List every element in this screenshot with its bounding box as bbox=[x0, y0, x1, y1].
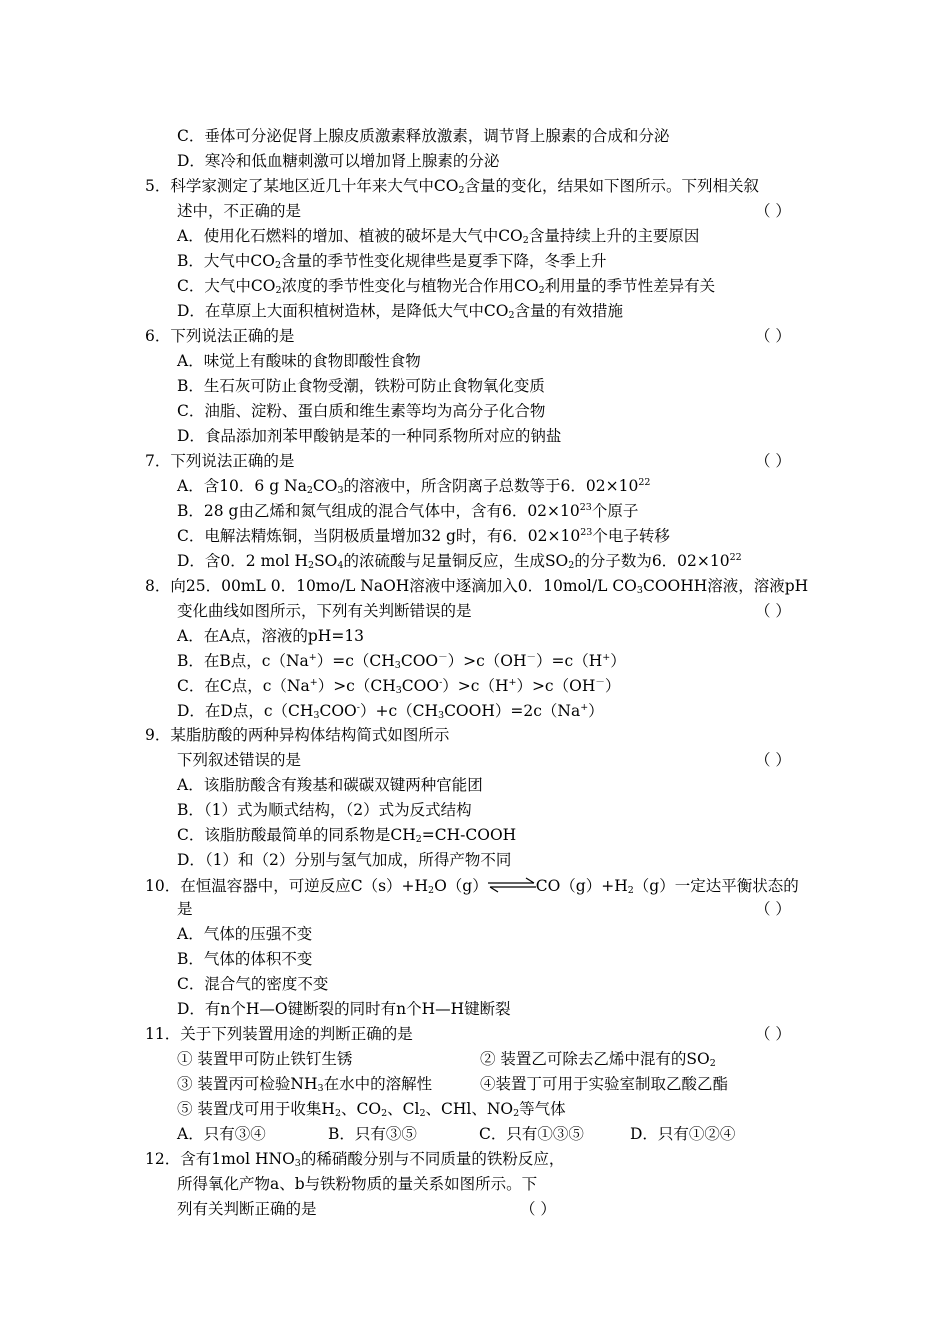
q11-statement-3: ③ 装置丙可检验$NH_3$在水中的溶解性 bbox=[177, 1075, 433, 1094]
q8-option-b: B．在B点，$c(Na^+)=c(CH_3COO^-)>c(OH^-)=c(H^+)$ bbox=[177, 652, 626, 671]
answer-paren: （ ） bbox=[755, 202, 791, 220]
q4-option-d: D．寒冷和低血糖刺激可以增加肾上腺素的分泌 bbox=[177, 152, 500, 170]
q5-option-b: B．大气中$CO_2$含量的季节性变化规律些是夏季下降，冬季上升 bbox=[177, 252, 607, 271]
question-5-stem: 5．科学家测定了某地区近几十年来大气中$CO_2$含量的变化，结果如下图所示。下列相关叙 bbox=[145, 177, 759, 196]
q10-option-d: D．有n个H—O键断裂的同时有n个H—H键断裂 bbox=[177, 1000, 511, 1018]
q6-option-c: C．油脂、淀粉、蛋白质和维生素等均为高分子化合物 bbox=[177, 402, 546, 420]
question-8-stem: 8．向25．00mL 0．10mo/L NaOH溶液中逐滴加入0．10mol/L $CO_3COOHH$溶液，溶液pH bbox=[145, 577, 809, 596]
question-10-stem: 10．在恒温容器中，可逆反应$C(s)+H_2O(g)$ $CO(g)+H_2(g)$一定达平衡状态的 bbox=[145, 877, 799, 896]
q10-option-c: C．混合气的密度不变 bbox=[177, 975, 329, 993]
question-6-stem: 6．下列说法正确的是 bbox=[145, 327, 295, 345]
q11-option-d: D．只有①②④ bbox=[630, 1125, 736, 1143]
q7-option-b: B．28 g由乙烯和氮气组成的混合气体中，含有6．$02\times 10^{23}$个原子 bbox=[177, 502, 639, 520]
q9-option-d: D．（1）和（2）分别与氢气加成，所得产物不同 bbox=[177, 851, 512, 869]
answer-paren: （ ） bbox=[755, 900, 791, 918]
q8-option-a: A．在A点，溶液的pH=13 bbox=[177, 627, 365, 645]
q6-option-d: D．食品添加剂苯甲酸钠是苯的一种同系物所对应的钠盐 bbox=[177, 427, 562, 445]
question-7-stem: 7．下列说法正确的是 bbox=[145, 452, 295, 470]
q11-statement-2: ② 装置乙可除去乙烯中混有的$SO_2$ bbox=[480, 1050, 716, 1069]
answer-paren: （ ） bbox=[755, 327, 791, 345]
q6-option-b: B．生石灰可防止食物受潮，铁粉可防止食物氧化变质 bbox=[177, 377, 545, 395]
q7-option-d: D．含0．2 mol $H_2SO_4$的浓硫酸与足量铜反应，生成$SO_2$的分子数为6．$02\times 10^{22}$ bbox=[177, 552, 742, 571]
q11-option-a: A．只有③④ bbox=[177, 1125, 266, 1143]
question-8-stem-cont: 变化曲线如图所示，下列有关判断错误的是 bbox=[177, 602, 472, 620]
q10-option-a: A．气体的压强不变 bbox=[177, 925, 313, 943]
q7-option-c: C．电解法精炼铜，当阴极质量增加32 g时，有6．$02\times 10^{23}$个电子转移 bbox=[177, 527, 670, 545]
question-12-stem: 12．含有1mol $HNO_3$的稀硝酸分别与不同质量的铁粉反应， bbox=[145, 1150, 565, 1169]
answer-paren: （ ） bbox=[755, 751, 791, 769]
q11-option-b: B．只有③⑤ bbox=[328, 1125, 417, 1143]
question-9-stem: 9．某脂肪酸的两种异构体结构简式如图所示 bbox=[145, 726, 450, 744]
q6-option-a: A．味觉上有酸味的食物即酸性食物 bbox=[177, 352, 421, 370]
q11-statement-1: ① 装置甲可防止铁钉生锈 bbox=[177, 1050, 353, 1068]
q8-option-d: D．在D点，$c(CH_3COO^-)+c(CH_3COOH)=2c(Na^+)$ bbox=[177, 702, 604, 721]
answer-paren: （ ） bbox=[755, 1025, 791, 1043]
question-12-stem-cont: 所得氧化产物a、b与铁粉物质的量关系如图所示。下 bbox=[177, 1175, 538, 1193]
q11-statement-4: ④装置丁可用于实验室制取乙酸乙酯 bbox=[480, 1075, 729, 1093]
q5-option-a: A．使用化石燃料的增加、植被的破坏是大气中$CO_2$含量持续上升的主要原因 bbox=[177, 227, 700, 246]
q5-option-d: D．在草原上大面积植树造林，是降低大气中$CO_2$含量的有效措施 bbox=[177, 302, 624, 321]
answer-paren: （ ） bbox=[755, 452, 791, 470]
question-10-stem-cont: 是 bbox=[177, 900, 193, 918]
q9-option-a: A．该脂肪酸含有羧基和碳碳双键两种官能团 bbox=[177, 776, 483, 794]
q11-statement-5: ⑤ 装置戊可用于收集$H_2$、$CO_2$、$Cl_2$、CHl、$NO_2$等气体 bbox=[177, 1100, 566, 1119]
q4-option-c: C．垂体可分泌促肾上腺皮质激素释放激素，调节肾上腺素的合成和分泌 bbox=[177, 127, 670, 145]
q10-option-b: B．气体的体积不变 bbox=[177, 950, 313, 968]
equilibrium-arrow-icon bbox=[488, 875, 536, 895]
q11-option-c: C．只有①③⑤ bbox=[479, 1125, 584, 1143]
question-5-stem-cont: 述中，不正确的是 bbox=[177, 202, 302, 220]
answer-paren: （ ） bbox=[520, 1200, 556, 1218]
q9-option-b: B．（1）式为顺式结构，（2）式为反式结构 bbox=[177, 801, 472, 819]
q8-option-c: C．在C点，$c(Na^+)>c(CH_3COO^-)>c(H^+)>c(OH^-)$ bbox=[177, 677, 621, 696]
answer-paren: （ ） bbox=[755, 602, 791, 620]
q5-option-c: C．大气中$CO_2$浓度的季节性变化与植物光合作用$CO_2$利用量的季节性差异有关 bbox=[177, 277, 716, 296]
question-12-stem-cont-2: 列有关判断正确的是 bbox=[177, 1200, 317, 1218]
q7-option-a: A．含10．6 g $Na_2CO_3$的溶液中，所含阴离子总数等于6．$02\times 10^{22}$ bbox=[177, 477, 651, 496]
question-11-stem: 11．关于下列装置用途的判断正确的是 bbox=[145, 1025, 413, 1043]
q9-option-c: C．该脂肪酸最简单的同系物是$CH_2=CH$-COOH bbox=[177, 826, 517, 845]
question-9-stem-cont: 下列叙述错误的是 bbox=[177, 751, 302, 769]
